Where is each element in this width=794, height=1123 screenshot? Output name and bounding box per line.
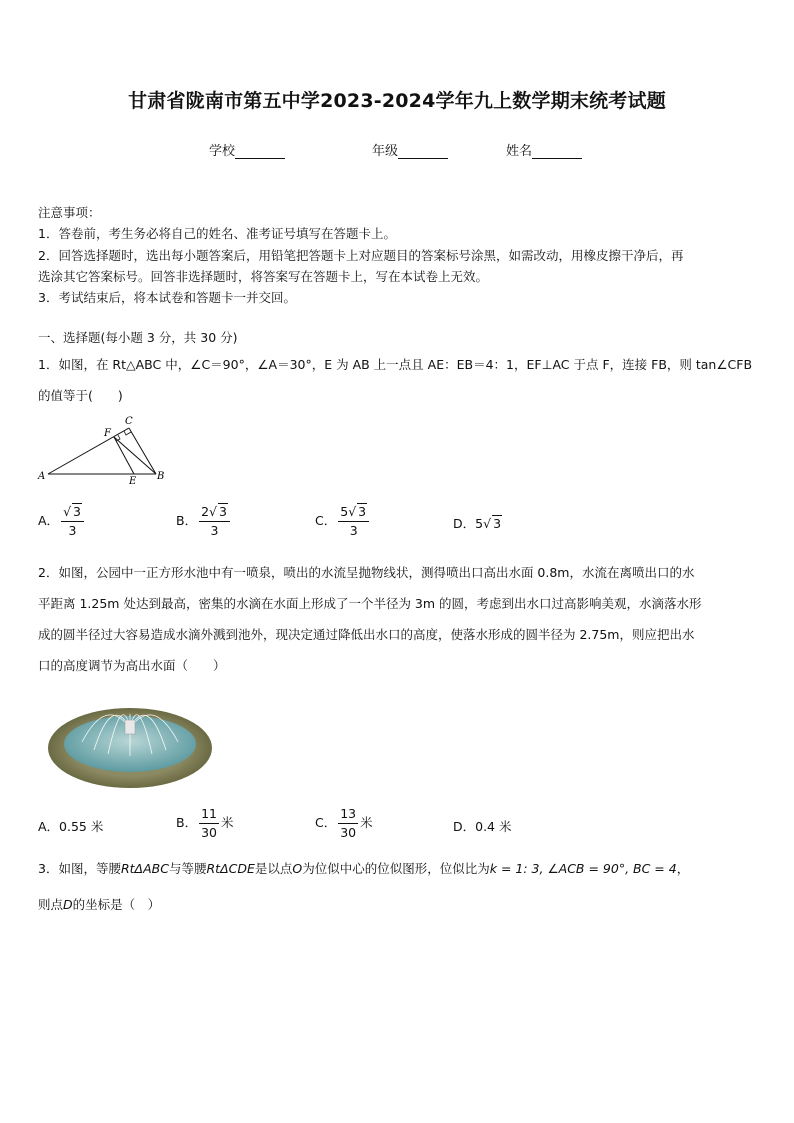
q1-option-c[interactable]	[315, 503, 371, 540]
q2-text-line3: 成的圆半径过大容易造成水滴外溅到池外，现决定通过降低出水口的高度，使落水形成的圆半径为 2.75m，则应把出水	[38, 627, 695, 642]
q1-option-a-label: A．	[38, 513, 60, 528]
notice-item-3: 3．考试结束后，将本试卷和答题卡一并交回。	[38, 290, 296, 305]
q1-option-b-label: B．	[176, 513, 198, 528]
school-field	[209, 140, 285, 159]
section-heading: 一、选择题(每小题 3 分，共 30 分)	[38, 330, 238, 345]
name-field	[506, 140, 582, 159]
q2-option-d[interactable]: D．0.4 米	[453, 819, 512, 834]
notice-item-2-cont: 选涂其它答案标号。回答非选择题时，将答案写在答题卡上，写在本试卷上无效。	[38, 269, 489, 284]
q2-option-c[interactable]: C． $\frac{13}{30}$ 米	[315, 806, 373, 840]
q1-option-c-label: C．	[315, 513, 337, 528]
q1-option-b-value: $\frac{2√ 3}{3}$	[199, 503, 230, 540]
right-angle-f	[116, 435, 120, 441]
q2-text-line2: 平距离 1.25m 处达到最高，密集的水滴在水面上形成了一个半径为 3m 的圆，考虑到出水口过高影响美观，水滴落水形	[38, 596, 702, 611]
q1-text-line2: 的值等于( )	[38, 388, 123, 403]
q2-option-a[interactable]: A．0.55 米	[38, 819, 104, 834]
label-b: B	[157, 471, 165, 482]
q1-option-a-value: $\frac{√ 3}{3}$	[61, 503, 84, 540]
notice-item-1: 1．答卷前，考生务必将自己的姓名、准考证号填写在答题卡上。	[38, 226, 396, 241]
right-angle-c	[124, 431, 131, 435]
grade-label: 年级	[372, 144, 399, 159]
q1-option-a[interactable]	[38, 503, 86, 540]
page-title: 甘肃省陇南市第五中学2023-2024学年九上数学期末统考试题	[128, 90, 666, 112]
notice-heading: 注意事项：	[38, 205, 101, 220]
q1-option-c-value: $\frac{5√ 3}{3}$	[338, 503, 369, 540]
label-e: E	[129, 476, 137, 487]
segment-fb	[114, 437, 156, 474]
segment-ac	[48, 428, 129, 474]
q3-text-line1: 3．如图，等腰RtΔABC与等腰RtΔCDE是以点O为位似中心的位似图形，位似比为k = 1: 3, ∠ACB = 90°, BC = 4，	[38, 861, 690, 876]
school-blank	[235, 144, 285, 159]
label-a: A	[38, 471, 46, 482]
q2-fountain-image	[46, 690, 216, 790]
segment-ef	[114, 437, 134, 474]
q1-triangle-figure	[36, 412, 176, 488]
nozzle	[125, 720, 135, 734]
name-label: 姓名	[506, 144, 533, 159]
q1-option-b[interactable]	[176, 503, 232, 540]
school-label: 学校	[209, 144, 236, 159]
label-f: F	[104, 428, 111, 439]
q1-option-d[interactable]: D．5√ 3	[453, 516, 502, 531]
notice-item-2: 2．回答选择题时，选出每小题答案后，用铅笔把答题卡上对应题目的答案标号涂黑，如需改动，用橡皮擦干净后，再	[38, 248, 684, 263]
name-blank	[532, 144, 582, 159]
segment-cb	[129, 428, 156, 474]
q2-option-b[interactable]: B． $\frac{11}{30}$ 米	[176, 806, 234, 840]
q1-text-line1: 1．如图，在 Rt△ABC 中，∠C＝90°，∠A＝30°，E 为 AB 上一点且 AE：EB＝4：1，EF⊥AC 于点 F，连接 FB，则 tan∠CFB	[38, 357, 753, 372]
q3-text-line2: 则点D的坐标是（ ）	[38, 897, 161, 912]
grade-blank	[398, 144, 448, 159]
q2-text-line1: 2．如图，公园中一正方形水池中有一喷泉，喷出的水流呈抛物线状，测得喷出口高出水面 0.8m，水流在离喷出口的水	[38, 565, 695, 580]
q2-text-line4: 口的高度调节为高出水面（ ）	[38, 658, 226, 673]
q1-option-d-label: D．	[453, 516, 476, 531]
grade-field	[372, 140, 448, 159]
label-c: C	[125, 416, 133, 427]
